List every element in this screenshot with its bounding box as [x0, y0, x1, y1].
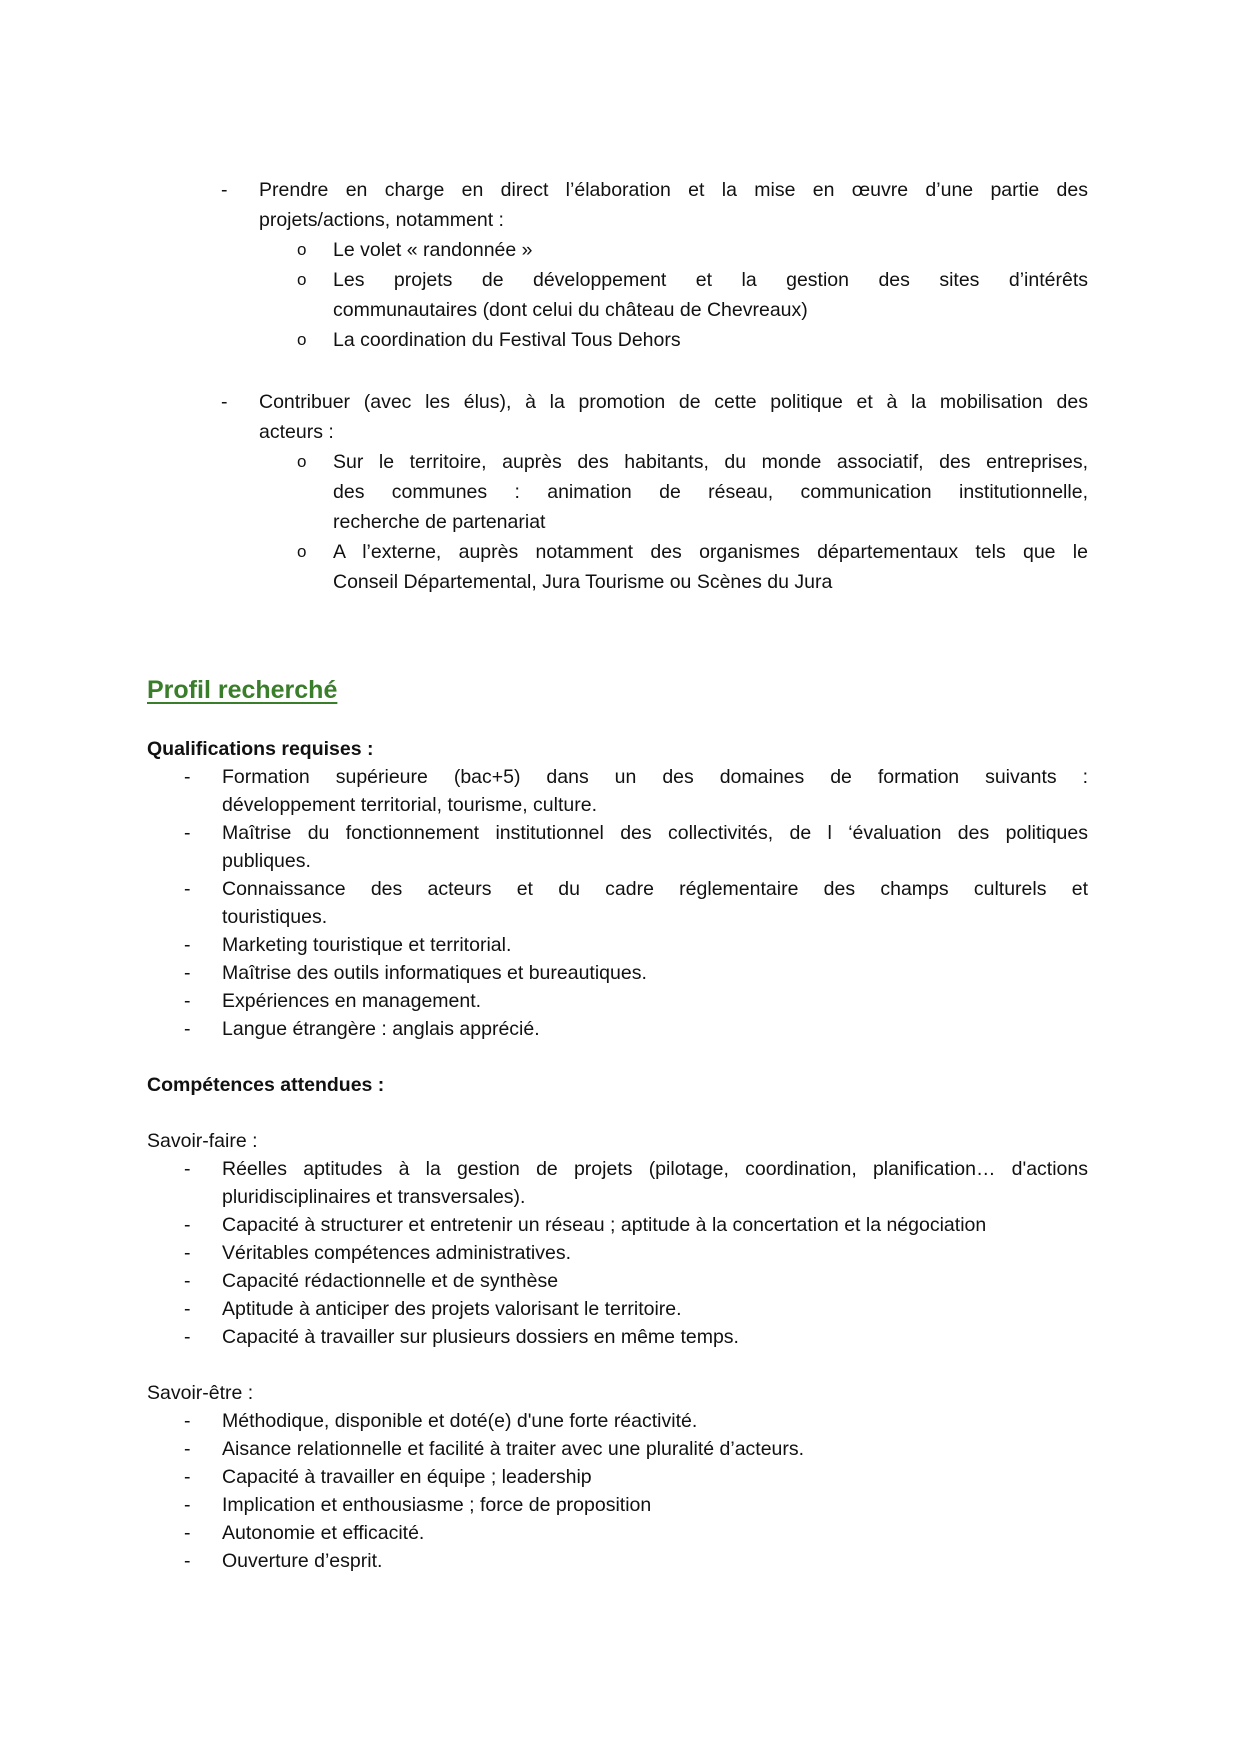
dash-bullet: -	[184, 1550, 191, 1572]
dash-bullet: -	[184, 766, 191, 788]
savoir-etre-item: Aisance relationnelle et facilité à traiter avec une pluralité d’acteurs.	[222, 1438, 805, 1460]
savoir-etre-item: Autonomie et efficacité.	[222, 1522, 425, 1544]
mission-subitem: Sur le territoire, auprès des habitants, du monde associatif, des entreprises,	[333, 451, 1088, 473]
dash-bullet: -	[184, 1326, 191, 1348]
dash-bullet: -	[221, 391, 228, 413]
dash-bullet: -	[184, 1438, 191, 1460]
mission-subitem: Les projets de développement et la gestion des sites d’intérêts	[333, 269, 1088, 291]
dash-bullet: -	[184, 1270, 191, 1292]
mission-subitem: A l’externe, auprès notamment des organismes départementaux tels que le	[333, 541, 1088, 563]
qualifications-heading: Qualifications requises :	[147, 738, 374, 760]
qualification-item: Marketing touristique et territorial.	[222, 934, 512, 956]
dash-bullet: -	[184, 1018, 191, 1040]
savoir-faire-item: Capacité à structurer et entretenir un réseau ; aptitude à la concertation et la négociation	[222, 1214, 987, 1236]
dash-bullet: -	[184, 962, 191, 984]
dash-bullet: -	[184, 1466, 191, 1488]
competences-heading: Compétences attendues :	[147, 1074, 385, 1096]
circle-bullet: o	[297, 270, 307, 289]
qualification-item-cont: publiques.	[222, 850, 311, 872]
qualification-item: Formation supérieure (bac+5) dans un des domaines de formation suivants :	[222, 766, 1088, 788]
savoir-faire-label: Savoir-faire :	[147, 1130, 258, 1152]
savoir-faire-item-cont: pluridisciplinaires et transversales).	[222, 1186, 526, 1208]
mission-subitem: Le volet « randonnée »	[333, 239, 533, 261]
dash-bullet: -	[184, 934, 191, 956]
savoir-etre-item: Méthodique, disponible et doté(e) d'une forte réactivité.	[222, 1410, 698, 1432]
dash-bullet: -	[184, 878, 191, 900]
circle-bullet: o	[297, 452, 307, 471]
qualification-item: Connaissance des acteurs et du cadre réglementaire des champs culturels et	[222, 878, 1088, 900]
qualification-item: Langue étrangère : anglais apprécié.	[222, 1018, 540, 1040]
savoir-faire-item: Capacité à travailler sur plusieurs dossiers en même temps.	[222, 1326, 739, 1348]
qualification-item: Maîtrise du fonctionnement institutionnel des collectivités, de l ‘évaluation des politiques	[222, 822, 1088, 844]
mission-subitem-cont: recherche de partenariat	[333, 511, 546, 533]
savoir-faire-item: Capacité rédactionnelle et de synthèse	[222, 1270, 559, 1292]
savoir-etre-item: Capacité à travailler en équipe ; leadership	[222, 1466, 592, 1488]
dash-bullet: -	[184, 1494, 191, 1516]
qualification-item: Maîtrise des outils informatiques et bureautiques.	[222, 962, 647, 984]
savoir-etre-label: Savoir-être :	[147, 1382, 254, 1404]
savoir-etre-item: Ouverture d’esprit.	[222, 1550, 383, 1572]
dash-bullet: -	[221, 179, 228, 201]
section-title-profil: Profil recherché	[147, 676, 338, 704]
savoir-faire-item: Aptitude à anticiper des projets valorisant le territoire.	[222, 1298, 682, 1320]
mission-subitem-cont: des communes : animation de réseau, communication institutionnelle,	[333, 481, 1088, 503]
dash-bullet: -	[184, 1158, 191, 1180]
dash-bullet: -	[184, 1522, 191, 1544]
mission-item-2-line-1: Contribuer (avec les élus), à la promotion de cette politique et à la mobilisation des	[259, 391, 1088, 413]
circle-bullet: o	[297, 542, 307, 561]
dash-bullet: -	[184, 1242, 191, 1264]
mission-subitem: La coordination du Festival Tous Dehors	[333, 329, 681, 351]
qualification-item-cont: développement territorial, tourisme, culture.	[222, 794, 598, 816]
mission-item-2-line-2: acteurs :	[259, 421, 334, 443]
mission-subitem-cont: communautaires (dont celui du château de Chevreaux)	[333, 299, 808, 321]
dash-bullet: -	[184, 1214, 191, 1236]
savoir-faire-item: Véritables compétences administratives.	[222, 1242, 571, 1264]
savoir-faire-item: Réelles aptitudes à la gestion de projets (pilotage, coordination, planification… d'actions	[222, 1158, 1088, 1180]
dash-bullet: -	[184, 1410, 191, 1432]
dash-bullet: -	[184, 1298, 191, 1320]
dash-bullet: -	[184, 990, 191, 1012]
dash-bullet: -	[184, 822, 191, 844]
mission-subitem-cont: Conseil Départemental, Jura Tourisme ou Scènes du Jura	[333, 571, 833, 593]
mission-item-1-line-1: Prendre en charge en direct l’élaboration et la mise en œuvre d’une partie des	[259, 179, 1088, 201]
qualification-item-cont: touristiques.	[222, 906, 328, 928]
mission-item-1-line-2: projets/actions, notamment :	[259, 209, 504, 231]
circle-bullet: o	[297, 240, 307, 259]
qualification-item: Expériences en management.	[222, 990, 482, 1012]
savoir-etre-item: Implication et enthousiasme ; force de proposition	[222, 1494, 652, 1516]
circle-bullet: o	[297, 330, 307, 349]
